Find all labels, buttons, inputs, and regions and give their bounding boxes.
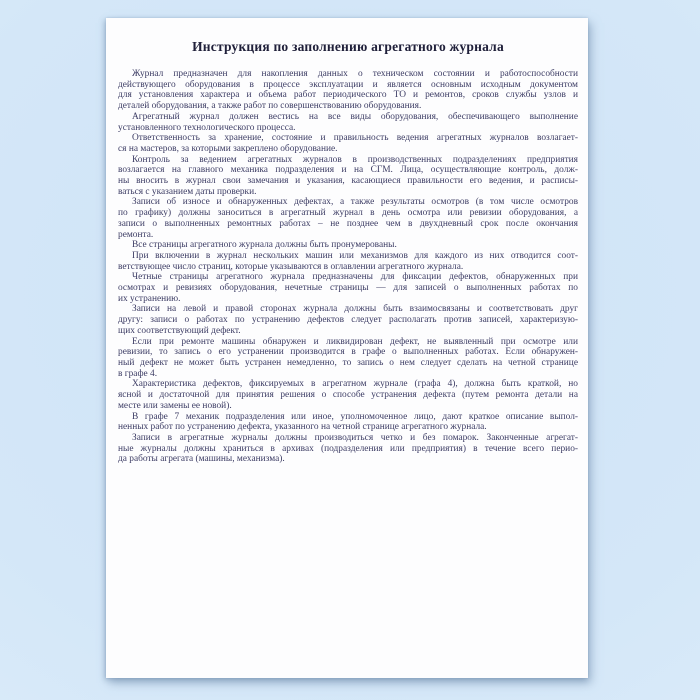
text-line: ревизии, то запись о его устранении производится в графе о выполненных работах. Если обнаружен- [118,347,578,358]
text-line: по графику) должны заноситься в агрегатный журнал в день осмотра или ревизии оборудования, а [118,208,578,219]
paragraph [118,379,578,411]
paragraph [118,272,578,304]
text-line: В графе 7 механик подразделения или иное, уполномоченное лицо, дают краткое описание выпол- [132,411,578,422]
text-line: Все страницы агрегатного журнала должны быть пронумерованы. [132,240,397,251]
text-line: ваться с указанием даты проверки. [118,186,257,197]
text-line: осмотрах и ревизиях оборудования, нечетные страницы — для записей о выполненных работах по [118,283,578,294]
text-line: ремонта. [118,229,154,240]
text-line: возлагается на главного механика подразделения и на СГМ. Лица, осуществляющие контроль, долж- [118,165,578,176]
text-line: щих соответствующий дефект. [118,325,241,336]
text-line: в графе 4. [118,368,158,379]
text-line: ные журналы должны храниться в архивах (подразделения или предприятия) в течение всего перио- [118,443,578,454]
document-title: Инструкция по заполнению агрегатного журнала [192,39,504,54]
text-line: месте или замены ее новой). [118,400,232,411]
text-line: Журнал предназначен для накопления данных о техническом состоянии и работоспособности [132,69,578,79]
paragraph [118,69,578,112]
text-line: ны вносить в журнал свои замечания и указания, касающиеся правильности его ведения, и расписы- [118,176,578,187]
text-line: ный дефект не может быть устранен немедленно, то запись о нем следует сделать на четной странице [118,357,578,368]
text-line: Если при ремонте машины обнаружен и ликвидирован дефект, не выявленный при осмотре или [132,336,578,347]
paragraph [118,251,578,272]
text-line: их устранению. [118,293,181,304]
text-line: Четные страницы агрегатного журнала предназначены для фиксации дефектов, обнаруженных при [132,272,578,283]
text-line: Агрегатный журнал должен вестись на все виды оборудования, обеспечивающего выполнение [132,111,578,122]
text-line: ненных работ по устранению дефекта, указанного на четной странице агрегатного журнала. [118,422,487,433]
text-line: ясной и достаточной для принятия решения о способе устранения дефекта (путем ремонта детали на [118,390,578,401]
paragraph [118,112,578,133]
paragraph [118,304,578,336]
text-line: Записи на левой и правой сторонах журнала должны быть взаимосвязаны и соответствовать друг [132,304,578,315]
paragraph [118,133,578,154]
text-line: действующего оборудования в процессе эксплуатации и является основным исходным документом [118,79,578,90]
text-line: Записи в агрегатные журналы должны производиться четко и без помарок. Законченные агрегат- [132,432,578,443]
text-line: другу: записи о работах по устранению дефектов следует располагать против записей, характеризую- [118,315,578,326]
text-line: Контроль за ведением агрегатных журналов в производственных подразделениях предприятия [132,154,578,165]
paragraph [118,337,578,380]
text-line: для установления характера и объема работ периодического ТО и ремонтов, сроков службы узлов и [118,90,578,101]
text-line: деталей оборудования, а также работ по совершенствованию оборудования. [118,101,422,112]
text-line: При включении в журнал нескольких машин или механизмов для каждого из них отводится соот- [132,250,578,261]
paragraph [118,412,578,433]
text-line: Записи об износе и обнаруженных дефектах, а также результаты осмотров (в том числе осмотров [132,197,578,208]
text-line: установленного технологического процесса. [118,122,296,133]
text-line: Ответственность за хранение, состояние и правильность ведения агрегатных журналов возлагает- [132,133,578,144]
text-line: да работы агрегата (машины, механизма). [118,454,285,465]
text-line: Характеристика дефектов, фиксируемых в агрегатном журнале (графа 4), должна быть краткой, но [132,379,578,390]
text-line: ся на мастеров, за которыми закреплено оборудование. [118,143,338,154]
paragraph [118,240,578,251]
text-line: записи о выполненных ремонтных работах – не позднее чем в двухдневный срок после окончания [118,218,578,229]
paragraph [118,197,578,240]
text-line: ветствующее число страниц, которые указываются в оглавлении агрегатного журнала. [118,261,464,272]
paragraph [118,155,578,198]
paragraph [118,433,578,465]
document-body [118,69,578,465]
document-page [106,18,588,678]
